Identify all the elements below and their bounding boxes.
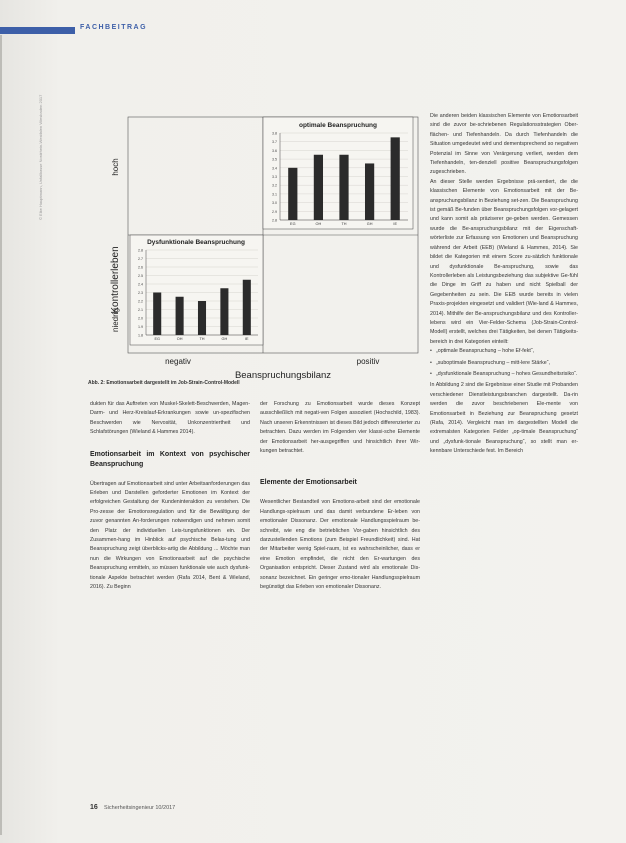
col1-paragraph-2: Übertragen auf Emotionsarbeit sind unter Arbeitsanforderungen das Erleben und Darstellen geforderter Emotionen im Kontext der erfolgreichen Gestaltung der Kundeninteraktion zu verstehen. Die Pro-zesse der Emotionsregulation und für die Bewältigung der zuvor genannten An-forderungen notwendigen und nehmen somit den Platz der individuellen Leis-tungsfunktionen ein. Der Zusammen-hang im Hinblick auf psychische Belas-tung und Beanspruchung zeigt überblicks-artig die Abbildung ... Möchte man nun die Wirkungen von Emotionsarbeit auf die psychische Beanspruchung ermitteln, so müssen funktionale wie auch dysfunk-tionale Aspekte betrachtet werden (Rafa 2014, Bent & Wieland, 2016). Zu Beginn (90, 480, 250, 591)
dysfunctional-xtick-label: OH (176, 337, 183, 341)
optimal-ytick-label: 3.4 (272, 166, 277, 171)
optimal-ytick-label: 3.0 (272, 201, 277, 206)
magazine-name: Sicherheitsingenieur 10/2017 (104, 805, 176, 811)
y-axis-high: hoch (111, 158, 120, 176)
header-color-bar (0, 27, 75, 34)
optimal-bar (391, 137, 400, 220)
dysfunctional-ytick-label: 2.3 (138, 291, 143, 295)
dysfunctional-xtick-label: TH (199, 337, 205, 341)
optimal-ytick-label: 3.2 (272, 183, 277, 188)
optimal-xtick-label: EG (290, 222, 296, 226)
column-2 (260, 400, 420, 593)
dysfunctional-ytick-label: 2.7 (138, 257, 143, 261)
col2-heading: Elemente der Emotionsarbeit (260, 479, 357, 487)
y-axis-low: niedrig (111, 307, 120, 333)
dysfunctional-ytick-label: 1.9 (138, 325, 143, 329)
optimal-bar (314, 155, 323, 220)
column-3 (430, 112, 578, 457)
chart-optimal-bg (263, 117, 413, 229)
col2-paragraph-1: der Forschung zu Emotionsarbeit wurde dieses Konzept ausschließlich mit negati-ven Folgen assoziiert (Hochschild, 1983). Nach unseren Erkenntnissen ist dieses Bild jedoch differenzierter zu betrachten. Dazu werden im Folgenden vier klassi-sche Elemente der Emotionsarbeit her-ausgegriffen und hinsichtlich ihrer Wir-kungen betrachtet. (260, 401, 420, 455)
col3-bullet-3: • „dysfunktionale Beanspruchung – hohes Gesundheitsrisiko“. (436, 370, 578, 379)
dysfunctional-bar (220, 288, 228, 335)
side-credit: © Elke Hauptmann, Unfallkasse Nordrhein-Westfalen Wiesbaden 2017 (38, 94, 43, 220)
figure-svg (68, 105, 428, 381)
col3-bullet-list (430, 347, 578, 379)
optimal-ytick-label: 2.8 (272, 218, 277, 223)
section-label: FACHBEITRAG (80, 24, 148, 31)
x-axis-pos: positiv (356, 357, 380, 366)
col3-paragraph-2: An dieser Stelle werden Ergebnisse prä-sentiert, die die klassischen Elemente von Emotionsarbeit mit der Be-anspruchungsbilanz in Beziehung set-zen. Die Beanspruchung ist gemäß Be-funden über Beanspruchungsfolgen vor-gelagert und kann somit als präziserer ge-geben werden. Gemessen wurde die Be-anspruchungsbilanz mit der Eigenschaft-wörterliste zur Erfassung von Emotionen und Beanspruchung während der Arbeit (EEB) (Wieland & Hammes, 2014). Sie bildet die Kategorien mit einem Score zu-sätzlich funktionale und dysfunktionale Be-anspruchung, sowie das Kontrollerleben als Leistungsbeziehung das subjektive Ge-fühl die Dinge im Griff zu haben und nicht Spielball der Gegebenheiten zu sein. Die EEB wurde bereits in vielen Praxis-projekten eingesetzt und validiert (Wie-land & Hammes, 2014). Mithilfe der Be-anspruchungsbilanz und des Kontroller-lebens wird ein Vier-Felder-Schema (Job-Strain-Control-Modell) erstellt, welches drei Tätigkeiten, bei denen Tätigkeits-bereich in drei Kategorien einteilt: (430, 178, 578, 345)
optimal-ytick-label: 3.3 (272, 175, 277, 179)
optimal-ytick-label: 2.9 (272, 209, 277, 214)
dysfunctional-ytick-label: 2.5 (138, 274, 143, 278)
col1-paragraph-1: dukten für das Auftreten von Muskel-Skelett-Beschwerden, Magen-Darm- und Herz-Kreislauf-Erkrankungen sowie un-spezifischen Beschwerden wie Nervosität, Unkonzentriertheit und Schlafstörungen (Wieland & Hammes 2014). (90, 401, 250, 436)
col2-paragraph-2: Wesentlicher Bestandteil von Emotions-arbeit sind der emotionale Handlungs-spielraum und das damit verbundene Er-leben von emotionaler Dissonanz. Der emotionale Handlungsspielraum be-schreibt, wie eng die betrieblichen Vor-gaben hinsichtlich des darzustellenden Emotions (zum Beispiel Freundlichkeit) sind. Hat der Mitarbeiter wenig Spiel-raum, ist es wahrscheinlicher, dass er eine Emotion empfindet, die nicht den Er-wartungen des Organisation entspricht. Dieser Zustand wird als emotionale Dis-sonanz bezeichnet. Ein geringer emo-tionaler Handlungsspielraum begünstigt das Erleben von emotionaler Dissonanz. (260, 499, 420, 591)
col1-heading: Emotionsarbeit im Kontext von psychischer Beanspruchung (90, 450, 250, 468)
col3-bullet-2: • „suboptimale Beanspruchung – mitt-lere Stärke“, (436, 359, 578, 368)
dysfunctional-xtick-label: EG (154, 337, 160, 341)
optimal-ytick-label: 3.1 (272, 192, 277, 197)
dysfunctional-ytick-label: 2.0 (138, 316, 143, 321)
figure-caption: Abb. 2: Emotionsarbeit dargestellt im Job-Strain-Control-Modell (88, 380, 240, 386)
chart-dysfunctional (130, 235, 263, 345)
figure-job-strain-control (68, 105, 428, 381)
optimal-xtick-label: GH (366, 222, 373, 226)
chart-optimal-title: optimale Beanspruchung (298, 122, 378, 129)
dysfunctional-bar (243, 280, 251, 335)
x-axis-title: Beanspruchungsbilanz (234, 370, 332, 381)
optimal-ytick-label: 3.7 (272, 140, 277, 145)
dysfunctional-ytick-label: 1.8 (138, 333, 143, 338)
y-axis-title: Kontrollerleben (110, 246, 121, 314)
dysfunctional-xtick-label: IE (245, 337, 249, 341)
optimal-bar (365, 163, 374, 220)
optimal-xtick-label: IE (393, 222, 397, 226)
optimal-ytick-label: 3.5 (272, 157, 277, 162)
optimal-xtick-label: OH (315, 222, 322, 226)
optimal-xtick-label: TH (341, 222, 347, 226)
dysfunctional-bar (198, 301, 206, 335)
dysfunctional-bar (153, 293, 161, 336)
dysfunctional-xtick-label: GH (221, 337, 228, 341)
optimal-ytick-label: 3.6 (272, 148, 277, 153)
column-1 (90, 400, 250, 593)
chart-optimal (263, 117, 413, 229)
dysfunctional-ytick-label: 2.6 (138, 265, 143, 270)
dysfunctional-ytick-label: 2.2 (138, 299, 143, 304)
page-binding-edge (0, 35, 2, 835)
chart-dysfunctional-title: Dysfunktionale Beanspruchung (147, 239, 245, 246)
dysfunctional-ytick-label: 2.4 (138, 282, 143, 287)
col3-paragraph-3: In Abbildung 2 sind die Ergebnisse einer Studie mit Probanden verschiedener Dienstleistungsbranchen dargestellt. Da-rin werden die zuvor beschriebenen Ele-mente von Emotionsarbeit in Beziehung zur Beanspruchung gesetzt (Rafa, 2014). Vergleicht man im dargestellten Modell die extremalsten Kategorien Felder „op-timale Beanspruchung“ und „dysfunk-tionale Beanspruchung“, so stellt man er-kennbare Unterschiede fest. Im Bereich (430, 382, 578, 455)
page-number: 16 (90, 804, 98, 811)
dysfunctional-bar (176, 297, 184, 335)
optimal-ytick-label: 3.8 (272, 131, 277, 136)
col3-paragraph-1: Die anderen beiden klassischen Elemente von Emotionsarbeit sind die zuvor be-schriebenen Regulationsstrategien Ober-flächen- und Tiefenhandeln. Da durch Tiefenhandeln die Situation umgedeutet wird und dementsprechend so negativen Potenzial im Sinne von Verärgerung verliert, werden dem Tiefenhandeln, ten-denziell positive Beanspruchungsfolgen zugeschrieben. (430, 113, 578, 176)
dysfunctional-ytick-label: 2.1 (138, 308, 143, 312)
optimal-bar (339, 155, 348, 220)
x-axis-neg: negativ (165, 357, 191, 366)
optimal-bar (288, 168, 297, 220)
col3-bullet-1: • „optimale Beanspruchung – hohe Ef-fekt“, (436, 347, 578, 356)
dysfunctional-ytick-label: 2.8 (138, 248, 143, 253)
